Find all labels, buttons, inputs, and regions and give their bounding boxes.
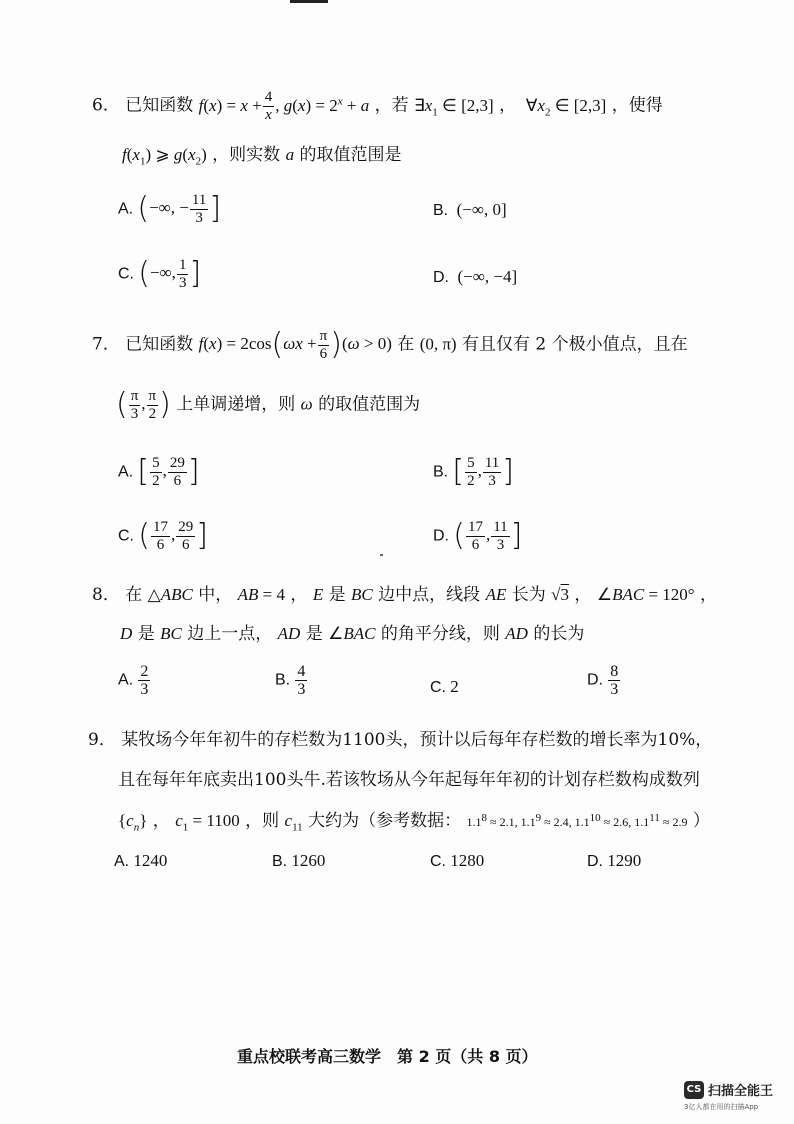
math-expression: $\{c_n\}$ [118, 811, 148, 834]
math-variable: AD [505, 624, 528, 643]
question-text: 大约为（参考数据： [308, 811, 462, 831]
option-label: B. [433, 202, 449, 219]
math-expression: $\forall x_2$ ∈ [2,3] [521, 95, 607, 119]
question-text: 长为 [511, 585, 546, 605]
page-footer: 重点校联考高三数学 第 2 页（共 8 页） [237, 1047, 538, 1066]
option-label: C. [118, 527, 134, 545]
option-value: (−∞, 0] [452, 200, 507, 219]
math-expression: ( $\frac{\pi}{3}$ , $\frac{\pi}{2}$ ) [116, 387, 171, 423]
option-value: (−∞, − $\frac{11}{3}$ ] [137, 191, 222, 227]
math-variable: BC [351, 585, 373, 604]
math-expression: f(x) = x + $\frac{4}{x}$ , $g(x) = 2^x + a$ [198, 89, 370, 124]
math-variable: ω [300, 394, 313, 414]
question-text: 在 [125, 585, 143, 605]
question-text: ，使得 [611, 95, 663, 116]
question-number: 8． [92, 585, 120, 605]
q8-option-d [587, 663, 621, 698]
option-value: [ $\frac{5}{2}$ , $\frac{29}{6}$ ] [137, 454, 200, 490]
math-expression: f(x) = 2cos(ωx + $\frac{\pi}{6}$ )(ω > 0) [198, 327, 392, 363]
question-text: 是 [305, 624, 323, 644]
q9-option-a [114, 851, 167, 871]
q6-option-d [433, 267, 517, 287]
question-7-line-2 [116, 388, 420, 423]
option-label: C. [430, 679, 446, 696]
option-label: A. [118, 671, 134, 689]
option-label: B. [433, 463, 449, 481]
question-text: ，则实数 [212, 145, 281, 165]
q7-option-d [433, 519, 522, 554]
math-variable: BC [160, 624, 182, 643]
question-9-line-3 [118, 806, 710, 839]
question-text: 且在每年年底卖出100头牛.若该牧场从今年起每年年初的计划存栏数构成数列 [118, 770, 700, 790]
camscanner-brand: 扫描全能王 [708, 1084, 774, 1099]
q9-option-c [430, 851, 484, 871]
option-label: B. [272, 853, 288, 870]
q8-option-b [275, 663, 308, 698]
q6-option-c [118, 257, 201, 292]
question-text: 是 [328, 585, 346, 605]
option-value: (−∞, −4] [453, 267, 518, 286]
math-expression: √3 [551, 585, 570, 604]
option-value: (−∞, $\frac{1}{3}$ ] [138, 256, 202, 292]
math-expression: ∠BAC [328, 624, 376, 643]
question-text: ， [152, 811, 170, 831]
question-text: 有且仅有 2 个极小值点，且在 [462, 334, 688, 355]
math-variable: a [285, 145, 295, 164]
option-label: D. [433, 269, 449, 286]
math-expression: (0, π) [419, 334, 457, 354]
question-text: ，则 [245, 811, 280, 831]
math-variable: E [312, 585, 324, 604]
option-label: D. [587, 853, 603, 870]
top-edge-mark [290, 0, 328, 3]
question-text: ， [574, 585, 592, 605]
question-text: 在 [397, 334, 415, 355]
q9-option-b [272, 851, 325, 871]
q8-option-a [118, 663, 151, 698]
option-label: A. [118, 463, 134, 481]
question-text: ， [699, 585, 717, 605]
math-expression: AB = 4 [237, 585, 286, 604]
option-label: B. [275, 671, 291, 689]
math-expression: △ABC [147, 585, 193, 604]
question-text: 边中点，线段 [378, 585, 481, 605]
question-text: 的取值范围是 [299, 145, 402, 165]
option-label: D. [433, 527, 449, 545]
reference-data: $1.1^8 \approx 2.1$, $1.1^9 \approx 2.4$, $1.1^{10} \approx 2.6$, $1.1^{11} \approx 2.9$ [466, 812, 688, 829]
question-text: 边上一点， [187, 624, 273, 644]
q9-option-d [587, 851, 641, 871]
q6-option-a [118, 192, 221, 227]
question-7-line-1 [92, 328, 688, 363]
question-text: 某牧场今年年初牛的存栏数为1100头，预计以后每年存栏数的增长率为10%， [121, 730, 713, 750]
question-number: 7． [92, 334, 120, 355]
option-value: 1260 [291, 851, 326, 870]
math-expression: ∠BAC = 120° [596, 585, 695, 604]
question-6-line-2 [122, 143, 401, 173]
question-text: 是 [137, 624, 155, 644]
option-value: $\frac{8}{3}$ [610, 663, 619, 698]
question-text: 已知函数 [125, 95, 194, 116]
camscanner-tagline: 3亿人都在用的扫描App [684, 1103, 759, 1111]
scan-speck [380, 554, 383, 556]
option-value: 2 [450, 677, 459, 696]
question-text: 中， [198, 585, 233, 605]
question-text: 上单调递增，则 [176, 394, 296, 415]
option-label: A. [114, 853, 130, 870]
option-value: 1290 [607, 851, 642, 870]
q7-option-c [118, 519, 208, 554]
option-value: ( $\frac{17}{6}$ , $\frac{11}{3}$ ] [453, 518, 523, 554]
question-text: ， [290, 585, 308, 605]
question-number: 6． [92, 95, 120, 116]
q8-option-c [430, 677, 459, 697]
option-value: 1280 [450, 851, 485, 870]
q6-option-b [433, 200, 507, 220]
question-text: ） [692, 811, 710, 831]
option-value: 1240 [133, 851, 168, 870]
question-text: 已知函数 [125, 334, 194, 355]
question-number: 9． [88, 730, 116, 750]
option-value: $\frac{4}{3}$ [297, 663, 306, 698]
math-expression: $c_1 = 1100$ [175, 811, 240, 834]
question-text: 的角平分线，则 [380, 624, 500, 644]
question-text: ， [499, 95, 517, 116]
question-text: ，若 [374, 95, 409, 116]
question-6-line-1 [92, 89, 663, 124]
option-label: C. [118, 265, 134, 283]
question-text: 的取值范围为 [318, 394, 421, 415]
question-8-line-1 [92, 583, 717, 607]
math-expression: $\exists x_1$ ∈ [2,3] [414, 95, 494, 119]
question-9-line-2 [118, 768, 700, 792]
question-9-line-1 [88, 728, 712, 752]
question-text: 的长为 [533, 624, 585, 644]
option-value: $\frac{2}{3}$ [140, 663, 149, 698]
option-value: [ $\frac{5}{2}$ , $\frac{11}{3}$ ] [452, 454, 515, 490]
option-label: D. [587, 671, 603, 689]
camscanner-logo-icon: CS [684, 1081, 704, 1099]
math-variable: D [120, 624, 133, 643]
math-variable: AE [485, 585, 507, 604]
question-8-line-2 [120, 622, 584, 646]
option-value: ( $\frac{17}{6}$ , $\frac{29}{6}$ ] [138, 518, 208, 554]
option-label: A. [118, 200, 134, 218]
math-variable: AD [277, 624, 301, 643]
q7-option-a [118, 455, 200, 490]
q7-option-b [433, 455, 514, 490]
math-expression: $c_{11}$ [284, 811, 303, 834]
option-label: C. [430, 853, 446, 870]
math-expression: $f(x_1)$ ⩾ $g(x_2)$ [122, 145, 207, 168]
